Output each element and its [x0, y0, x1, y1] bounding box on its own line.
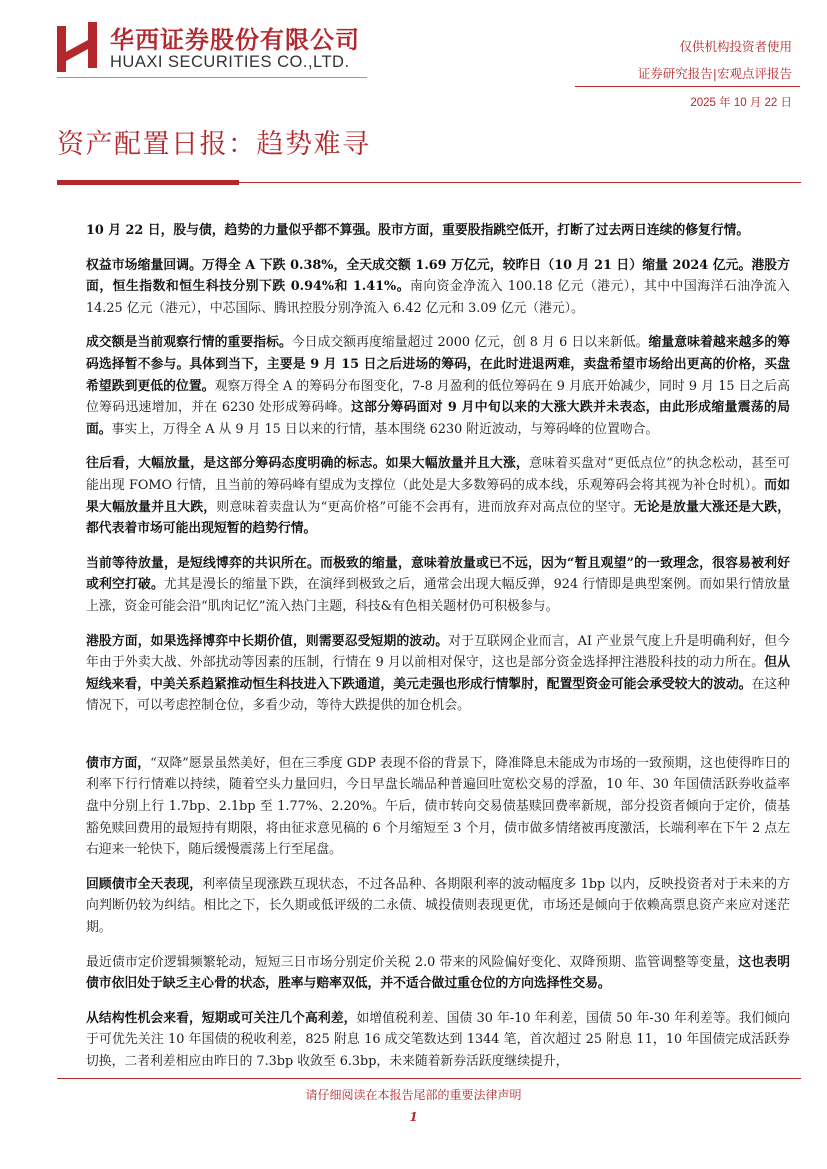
turnover-text-2: 观察万得全 A 的筹码分布图变化，7-8 月盈利的低位筹码在 9 月底开始减少，同时 9 月 15 日之后高位筹码迅速增加，并在 6230 处形成筹码峰。: [86, 378, 790, 416]
structural-bold: 从结构性机会来看，短期或可关注几个高利差，: [86, 1010, 357, 1026]
page-number: 1: [409, 1110, 418, 1124]
outlook-text-2: 则意味着卖盘认为“更高价格”可能不会再有，进而放弃对高点位的坚守。: [216, 499, 634, 515]
turnover-text-1: 今日成交额再度缩量超过 2000 亿元，创 8 月 6 日以来新低。: [291, 335, 649, 351]
paragraph-structural: [86, 1008, 790, 1073]
logo-divider: [57, 77, 367, 78]
paragraph-waiting: [86, 553, 790, 618]
report-type: 证券研究报告|宏观点评报告: [637, 66, 792, 81]
paragraph-intro: [86, 220, 790, 242]
outlook-text-1: 意味着买盘对“更低点位”的执念松动，甚至可能出现 FOMO 行情，且当前的筹码峰有望成为支撑位（此处是大多数筹码的成本线，乐观筹码会将其视为补仓时机）。: [86, 456, 790, 493]
structural-text: 如增值税利差、国债 30 年-10 年利差，国债 50 年-30 年利差等。我们倾向于可优先关注 10 年国债的税收利差，825 附息 16 成交笔数达到 1344 笔，首次超过 25 附息 11，10 年国债完成活跃券切换，二者利差相应由昨日的 7.3bp 收敛至 6.3bp，未来随着新券活跃度继续提升，: [86, 1010, 790, 1069]
hk-text-1: 对于互联网企业而言，AI 产业景气度上升是明确利好，但今年由于外卖大战、外部扰动等因素的压制，行情在 9 月以前相对保守，这也是部分资金选择押注港股科技的动力所在。: [86, 633, 790, 671]
paragraph-equity-market: [86, 255, 790, 320]
paragraph-hk-stocks: [86, 631, 790, 717]
report-date: 2025 年 10 月 22 日: [690, 97, 792, 109]
header-divider: [575, 86, 800, 87]
hk-text-2: 在这种情况下，可以考虑控制仓位，多看少动，等待大跌提供的加仓机会。: [86, 676, 791, 714]
hk-bold-2: 但从短线来看，中美关系趋紧推动恒生科技进入下跌通道，美元走强也形成行情掣肘，配置型资金可能会承受较大的波动。: [86, 655, 791, 692]
paragraph-turnover: [86, 332, 790, 440]
company-name-cn: 华西证券股份有限公司: [110, 26, 360, 54]
waiting-text: 尤其是漫长的缩量下跌，在演绎到极致之后，通常会出现大幅反弹，924 行情即是典型案例。而如果行情放量上涨，资金可能会沿“肌肉记忆”流入热门主题，科技&有色相关题材仍可积极参与。: [86, 577, 791, 614]
bond-pricing-text: 最近债市定价逻辑频繁轮动，短短三日市场分别定价关税 2.0 带来的风险偏好变化、双降预期、监管调整等变量，: [86, 954, 739, 970]
waiting-bold: 当前等待放量，是短线博弈的共识所在。而极致的缩量，意味着放量或已不远，因为“暂且观望”的一致理念，很容易被利好或利空打破。: [86, 555, 790, 593]
title-underline-thick: [57, 180, 239, 185]
bond-review-text: 利率债呈现涨跌互现状态，不过各品种、各期限利率的波动幅度多 1bp 以内，反映投资者对于未来的方向判断仍较为纠结。相比之下，长久期或低评级的二永债、城投债则表现更优，市场还是倾向于依赖高票息资产来应对迷茫期。: [86, 876, 791, 936]
turnover-bold-2: 缩量意味着越来越多的筹码选择暂不参与。具体到当下，主要是 9 月 15 日之后进场的筹码，在此时进退两难，卖盘希望市场给出更高的价格，买盘希望跌到更低的位置。: [86, 335, 790, 394]
hk-bold-1: 港股方面，如果选择博弈中长期价值，则需要忍受短期的波动。: [86, 633, 449, 649]
report-title: 资产配置日报：趋势难寻: [57, 129, 371, 160]
intro-bold: 10 月 22 日，股与债，趋势的力量似乎都不算强。股市方面，重要股指跳空低开，打断了过去两日连续的修复行情。: [86, 223, 750, 238]
bond-pricing-bold: 这也表明债市依旧处于缺乏主心骨的状态，胜率与赔率双低，并不适合做过重仓位的方向选择性交易。: [86, 954, 790, 992]
equity-bold: 权益市场缩量回调。万得全 A 下跌 0.38%，全天成交额 1.69 万亿元，较昨日（10 月 21 日）缩量 2024 亿元。港股方面，恒生指数和恒生科技分别下跌 0.94%和 1.41%。: [86, 257, 790, 295]
turnover-bold-3: 这部分筹码面对 9 月中旬以来的大涨大跌并未表态，由此形成缩量震荡的局面。: [86, 400, 790, 437]
bond-bold: 债市方面，: [86, 755, 151, 771]
company-name-en: HUAXI SECURITIES CO.,LTD.: [110, 53, 350, 71]
legal-disclaimer: 请仔细阅读在本报告尾部的重要法律声明: [305, 1088, 522, 1102]
bond-text: “双降”愿景虽然美好，但在三季度 GDP 表现不俗的背景下，降准降息未能成为市场的一致预期，这也使得昨日的利率下行行情难以持续，随着空头力量回归，今日早盘长端品种普遍回吐宽松交易的浮盈，10 年、30 年国债活跃券收益率盘中分别上行 1.7bp、2.1bp 至 1.77%、2.20%。午后，债市转向交易债基赎回费率新规，部分投资者倾向于定价，债基豁免赎回费用的最短持有期限，将由征求意见稿的 6 个月缩短至 3 个月，债市做多情绪被再度激活，长端利率在下午 2 点左右迎来一轮快下，随后缓慢震荡上行至尾盘。: [86, 755, 790, 858]
outlook-bold-1: 往后看，大幅放量，是这部分筹码态度明确的标志。如果大幅放量并且大涨，: [86, 456, 530, 472]
investor-notice: 仅供机构投资者使用: [679, 39, 792, 54]
paragraph-bond-pricing: [86, 952, 790, 995]
turnover-text-3: 事实上，万得全 A 从 9 月 15 日以来的行情，基本围绕 6230 附近波动，与筹码峰的位置吻合。: [111, 421, 659, 437]
paragraph-bond-market: [86, 753, 790, 861]
paragraph-bond-review: [86, 874, 790, 939]
paragraph-outlook: [86, 453, 790, 539]
title-underline-thin: [239, 182, 801, 183]
bond-review-bold: 回顾债市全天表现，: [86, 876, 203, 892]
equity-text: 南向资金净流入 100.18 亿元（港元），其中中国海洋石油净流入 14.25 亿元（港元），中芯国际、腾讯控股分别净流入 6.42 亿元和 3.09 亿元（港元）。: [86, 279, 790, 316]
outlook-bold-3: 无论是放量大涨还是大跌，都代表着市场可能出现短暂的趋势行情。: [86, 499, 791, 537]
turnover-bold-1: 成交额是当前观察行情的重要指标。: [86, 335, 292, 351]
footer-divider: [57, 1078, 801, 1079]
report-body: [86, 220, 790, 1086]
huaxi-logo-icon: [57, 22, 97, 72]
outlook-bold-2: 而如果大幅放量并且大跌，: [86, 477, 791, 515]
